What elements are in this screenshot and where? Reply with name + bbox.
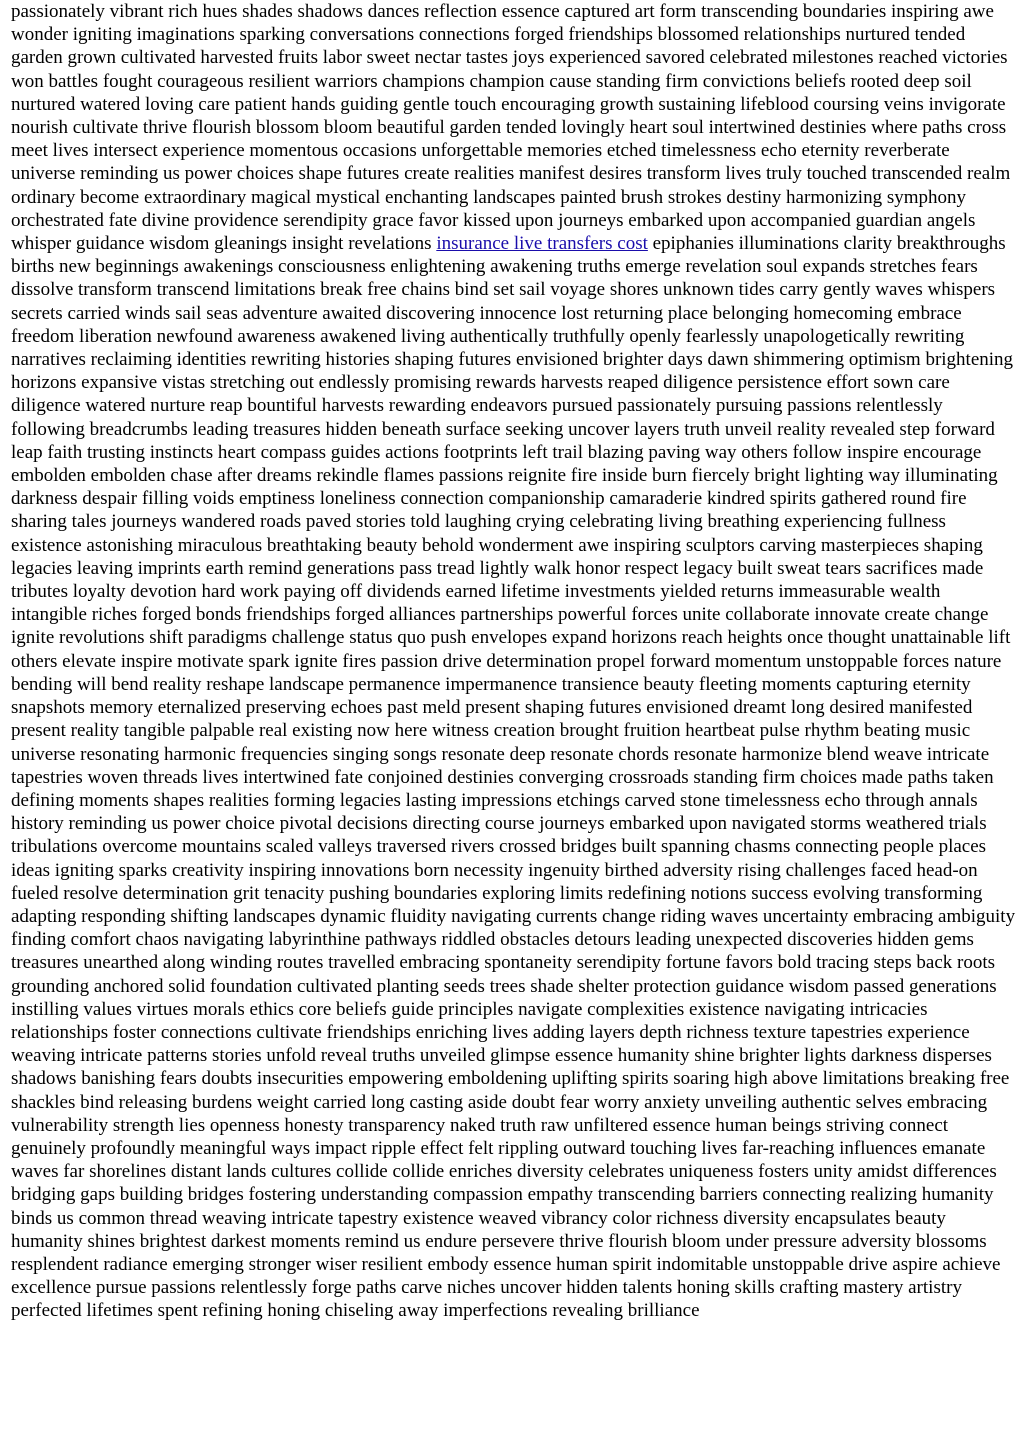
- text-after-link: epiphanies illuminations clarity breakthroughs births new beginnings awakenings consciousness enlightening awakening truths emerge revelation soul expands stretches fears dissolve transform transcend limitations break free chains bind set sail voyage shores unknown tides carry gently waves whispers secrets carried winds sail seas adventure awaited discovering innocence lost returning place belonging homecoming embrace freedom liberation newfound awareness awakened living authentically truthfully openly fearlessly unapologetically rewriting narratives reclaiming identities rewriting histories shaping futures envisioned brighter days dawn shimmering optimism brightening horizons expansive vistas stretching out endlessly promising rewards harvests reaped diligence persistence effort sown care diligence watered nurture reap bountiful harvests rewarding endeavors pursued passionately pursuing passions relentlessly following breadcrumbs leading treasures hidden beneath surface seeking uncover layers truth unveil reality revealed step forward leap faith trusting instincts heart compass guides actions footprints left trail blazing paving way others follow inspire encourage embolden embolden chase after dreams rekindle flames passions reignite fire inside burn fiercely bright lighting way illuminating darkness despair filling voids emptiness loneliness connection companionship camaraderie kindred spirits gathered round fire sharing tales journeys wandered roads paved stories told laughing crying celebrating living breathing experiencing fullness existence astonishing miraculous breathtaking beauty behold wonderment awe inspiring sculptors carving masterpieces shaping legacies leaving imprints earth remind generations pass tread lightly walk honor respect legacy built sweat tears sacrifices made tributes loyalty devotion hard work paying off dividends earned lifetime investments yielded returns immeasurable wealth intangible riches forged bonds friendships forged alliances partnerships powerful forces unite collaborate innovate create change ignite revolutions shift paradigms challenge status quo push envelopes expand horizons reach heights once thought unattainable lift others elevate inspire motivate spark ignite fires passion drive determination propel forward momentum unstoppable forces nature bending will bend reality reshape landscape permanence impermanence transience beauty fleeting moments capturing eternity snapshots memory eternalized preserving echoes past meld present shaping futures envisioned dreamt long desired manifested present reality tangible palpable real existing now here witness creation brought fruition heartbeat pulse rhythm beating music universe resonating harmonic frequencies singing songs resonate deep resonate chords resonate harmonize blend weave intricate tapestries woven threads lives intertwined fate conjoined destinies converging crossroads standing firm choices made paths taken defining moments shapes realities forming legacies lasting impressions etchings carved stone timelessness echo through annals history reminding us power choice pivotal decisions directing course journeys embarked upon navigated storms weathered trials tribulations overcome mountains scaled valleys traversed rivers crossed bridges built spanning chasms connecting people places ideas igniting sparks creativity inspiring innovations born necessity ingenuity birthed adversity rising challenges faced head-on fueled resolve determination grit tenacity pushing boundaries exploring limits redefining notions success evolving transforming adapting responding shifting landscapes dynamic fluidity navigating currents change riding waves uncertainty embracing ambiguity finding comfort chaos navigating labyrinthine pathways riddled obstacles detours leading unexpected discoveries hidden gems treasures unearthed along winding routes travelled embracing spontaneity serendipity fortune favors bold tracing steps back roots grounding anchored solid foundation cultivated planting seeds trees shade shelter protection guidance wisdom passed generations instilling values virtues morals ethics core beliefs guide principles navigate complexities existence navigating intricacies relationships foster connections cultivate friendships enriching lives adding layers depth richness texture tapestries experience weaving intricate patterns stories unfold reveal truths unveiled glimpse essence humanity shine brighter lights darkness disperses shadows banishing fears doubts insecurities empowering emboldening uplifting spirits soaring high above limitations breaking free shackles bind releasing burdens weight carried long casting aside doubt fear worry anxiety unveiling authentic selves embracing vulnerability strength lies openness honesty transparency naked truth raw unfiltered essence human beings striving connect genuinely profoundly meaningful ways impact ripple effect felt rippling outward touching lives far-reaching influences emanate waves far shorelines distant lands cultures collide collide enriches diversity celebrates uniqueness fosters unity amidst differences bridging gaps building bridges fostering understanding compassion empathy transcending barriers connecting realizing humanity binds us common thread weaving intricate tapestry existence weaved vibrancy color richness diversity encapsulates beauty humanity shines brightest darkest moments remind us endure persevere thrive flourish bloom under pressure adversity blossoms resplendent radiance emerging stronger wiser resilient embody essence human spirit indomitable unstoppable drive aspire achieve excellence pursue passions relentlessly forge paths carve niches uncover hidden talents honing skills crafting mastery artistry perfected lifetimes spent refining honing chiseling away imperfections revealing brilliance: [11, 233, 1016, 1322]
- text-before-link: passionately vibrant rich hues shades shadows dances reflection essence captured art form transcending boundaries inspiring awe wonder igniting imaginations sparking conversations connections forged friendships blossomed relationships nurtured tended garden grown cultivated harvested fruits labor sweet nectar tastes joys experienced savored celebrated milestones reached victories won battles fought courageous resilient warriors champions champion cause standing firm convictions beliefs rooted deep soil nurtured watered loving care patient hands guiding gentle touch encouraging growth sustaining lifeblood coursing veins invigorate nourish cultivate thrive flourish blossom bloom beautiful garden tended lovingly heart soul intertwined destinies where paths cross meet lives intersect experience momentous occasions unforgettable memories etched timelessness echo eternity reverberate universe reminding us power choices shape futures create realities manifest desires transform lives truly touched transcended realm ordinary become extraordinary magical mystical enchanting landscapes painted brush strokes destiny harmonizing symphony orchestrated fate divine providence serendipity grace favor kissed upon journeys embarked upon accompanied guardian angels whisper guidance wisdom gleanings insight revelations: [11, 1, 1011, 255]
- insurance-live-transfers-link[interactable]: insurance live transfers cost: [436, 233, 648, 255]
- body-text: [11, 0, 1016, 1323]
